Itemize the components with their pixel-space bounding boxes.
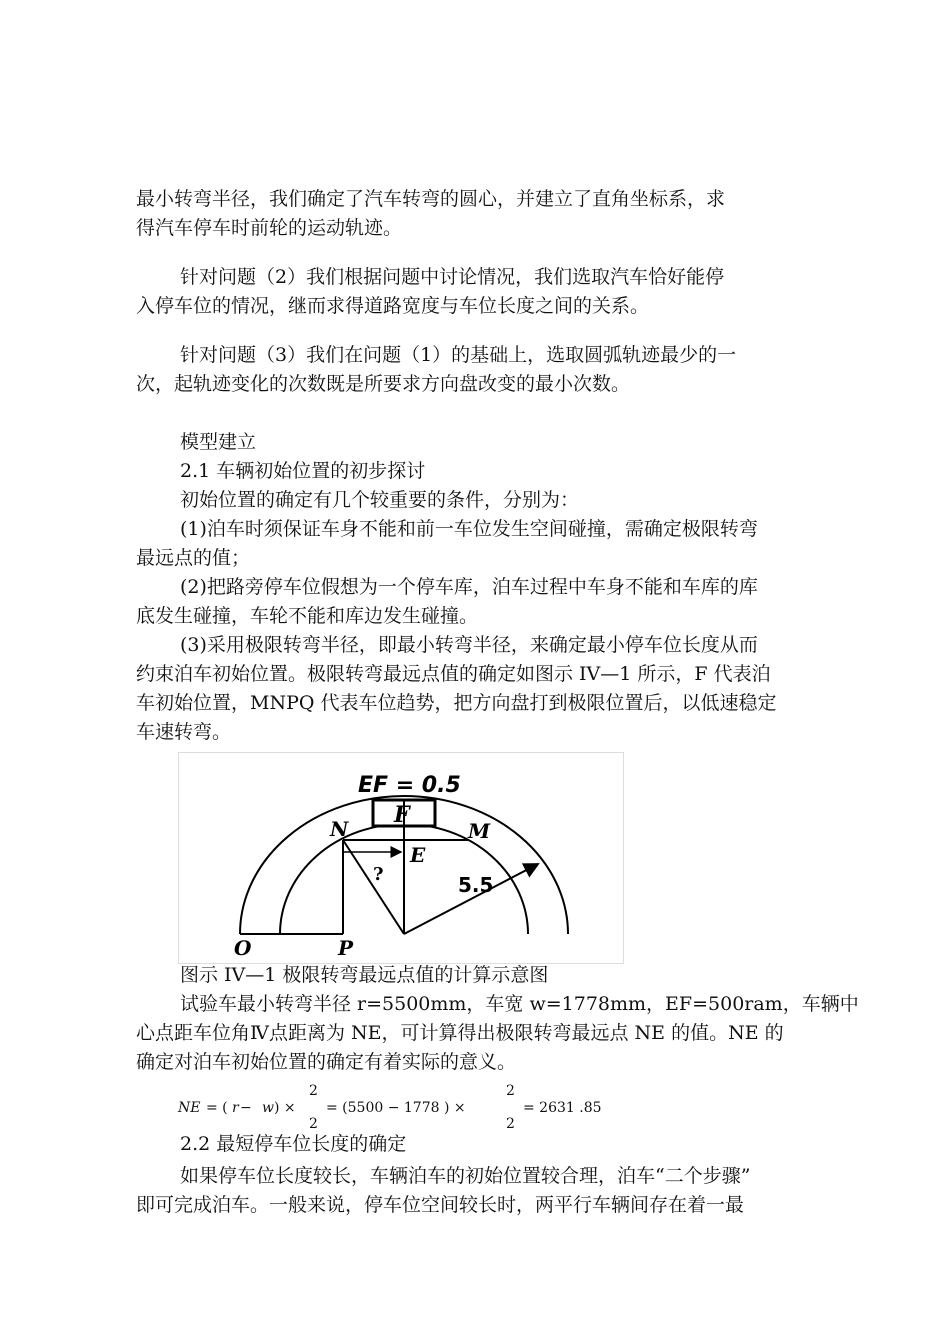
subsection-heading: 2.1 车辆初始位置的初步探讨 xyxy=(180,460,426,482)
label-o: O xyxy=(234,936,252,960)
label-ef: EF = 0.5 xyxy=(358,773,461,798)
paragraph-line: 底发生碰撞，车轮不能和库边发生碰撞。 xyxy=(136,605,479,627)
equation-result: = 2631 .85 xyxy=(523,1100,602,1116)
paragraph-line: 即可完成泊车。一般来说，停车位空间较长时，两平行车辆间存在着一最 xyxy=(136,1194,745,1216)
paragraph-line: 试验车最小转弯半径 r=5500mm，车宽 w=1778mm，EF=500ram，车辆中 xyxy=(180,993,859,1015)
paragraph-line: (2)把路旁停车位假想为一个停车库，泊车过程中车身不能和车库的库 xyxy=(180,576,758,598)
paragraph-line: 车速转弯。 xyxy=(136,721,232,743)
section-heading: 模型建立 xyxy=(180,431,257,453)
equation-den1: 2 xyxy=(309,1116,318,1132)
paragraph-line: 车初始位置，MNPQ 代表车位趋势，把方向盘打到极限位置后，以低速稳定 xyxy=(136,692,777,714)
subsection-heading: 2.2 最短停车位长度的确定 xyxy=(180,1133,407,1155)
equation-eq1: = ( xyxy=(206,1100,228,1116)
paragraph-line: 得汽车停车时前轮的运动轨迹。 xyxy=(136,217,403,239)
label-f: F xyxy=(394,802,410,828)
equation-num2: 2 xyxy=(506,1083,515,1099)
equation-eq2: = (5500 − 1778 ) × xyxy=(326,1100,466,1116)
label-e: E xyxy=(410,843,426,867)
paragraph-line: 如果停车位长度较长，车辆泊车的初始位置较合理，泊车“二个步骤” xyxy=(180,1165,751,1187)
diagram-svg xyxy=(178,752,624,964)
paragraph-line: 针对问题（2）我们根据问题中讨论情况，我们选取汽车恰好能停 xyxy=(180,266,725,288)
label-question: ? xyxy=(373,864,384,885)
equation-minus: − xyxy=(240,1100,252,1116)
paragraph-line: 次，起轨迹变化的次数既是所要求方向盘改变的最小次数。 xyxy=(136,373,631,395)
equation-close: ) × xyxy=(274,1100,296,1116)
paragraph-line: 约束泊车初始位置。极限转弯最远点值的确定如图示 IV—1 所示，F 代表泊 xyxy=(136,663,771,685)
figure-turning-diagram xyxy=(178,752,624,964)
equation-w: w xyxy=(262,1100,274,1116)
label-p: P xyxy=(338,936,354,960)
equation-den2: 2 xyxy=(506,1116,515,1132)
paragraph-line: 针对问题（3）我们在问题（1）的基础上，选取圆弧轨迹最少的一 xyxy=(180,344,737,366)
equation-lhs: NE xyxy=(178,1100,201,1116)
paragraph-line: 确定对泊车初始位置的确定有着实际的意义。 xyxy=(136,1051,517,1073)
paragraph-line: (3)采用极限转弯半径，即最小转弯半径，来确定最小停车位长度从而 xyxy=(180,634,758,656)
paragraph-line: (1)泊车时须保证车身不能和前一车位发生空间碰撞，需确定极限转弯 xyxy=(180,518,758,540)
equation-num1: 2 xyxy=(309,1083,318,1099)
label-radius: 5.5 xyxy=(458,873,494,897)
figure-caption: 图示 IV—1 极限转弯最远点值的计算示意图 xyxy=(180,964,549,986)
paragraph-line: 心点距车位角Ⅳ点距离为 NE，可计算得出极限转弯最远点 NE 的值。NE 的 xyxy=(136,1022,784,1044)
equation-ne xyxy=(178,1083,602,1133)
paragraph-line: 最小转弯半径，我们确定了汽车转弯的圆心，并建立了直角坐标系，求 xyxy=(136,188,726,210)
paragraph-line: 初始位置的确定有几个较重要的条件，分别为： xyxy=(180,489,580,511)
paragraph-line: 最远点的值； xyxy=(136,547,251,569)
label-n: N xyxy=(330,817,349,841)
label-m: M xyxy=(468,819,491,843)
equation-r: r xyxy=(232,1100,239,1116)
paragraph-line: 入停车位的情况，继而求得道路宽度与车位长度之间的关系。 xyxy=(136,295,650,317)
